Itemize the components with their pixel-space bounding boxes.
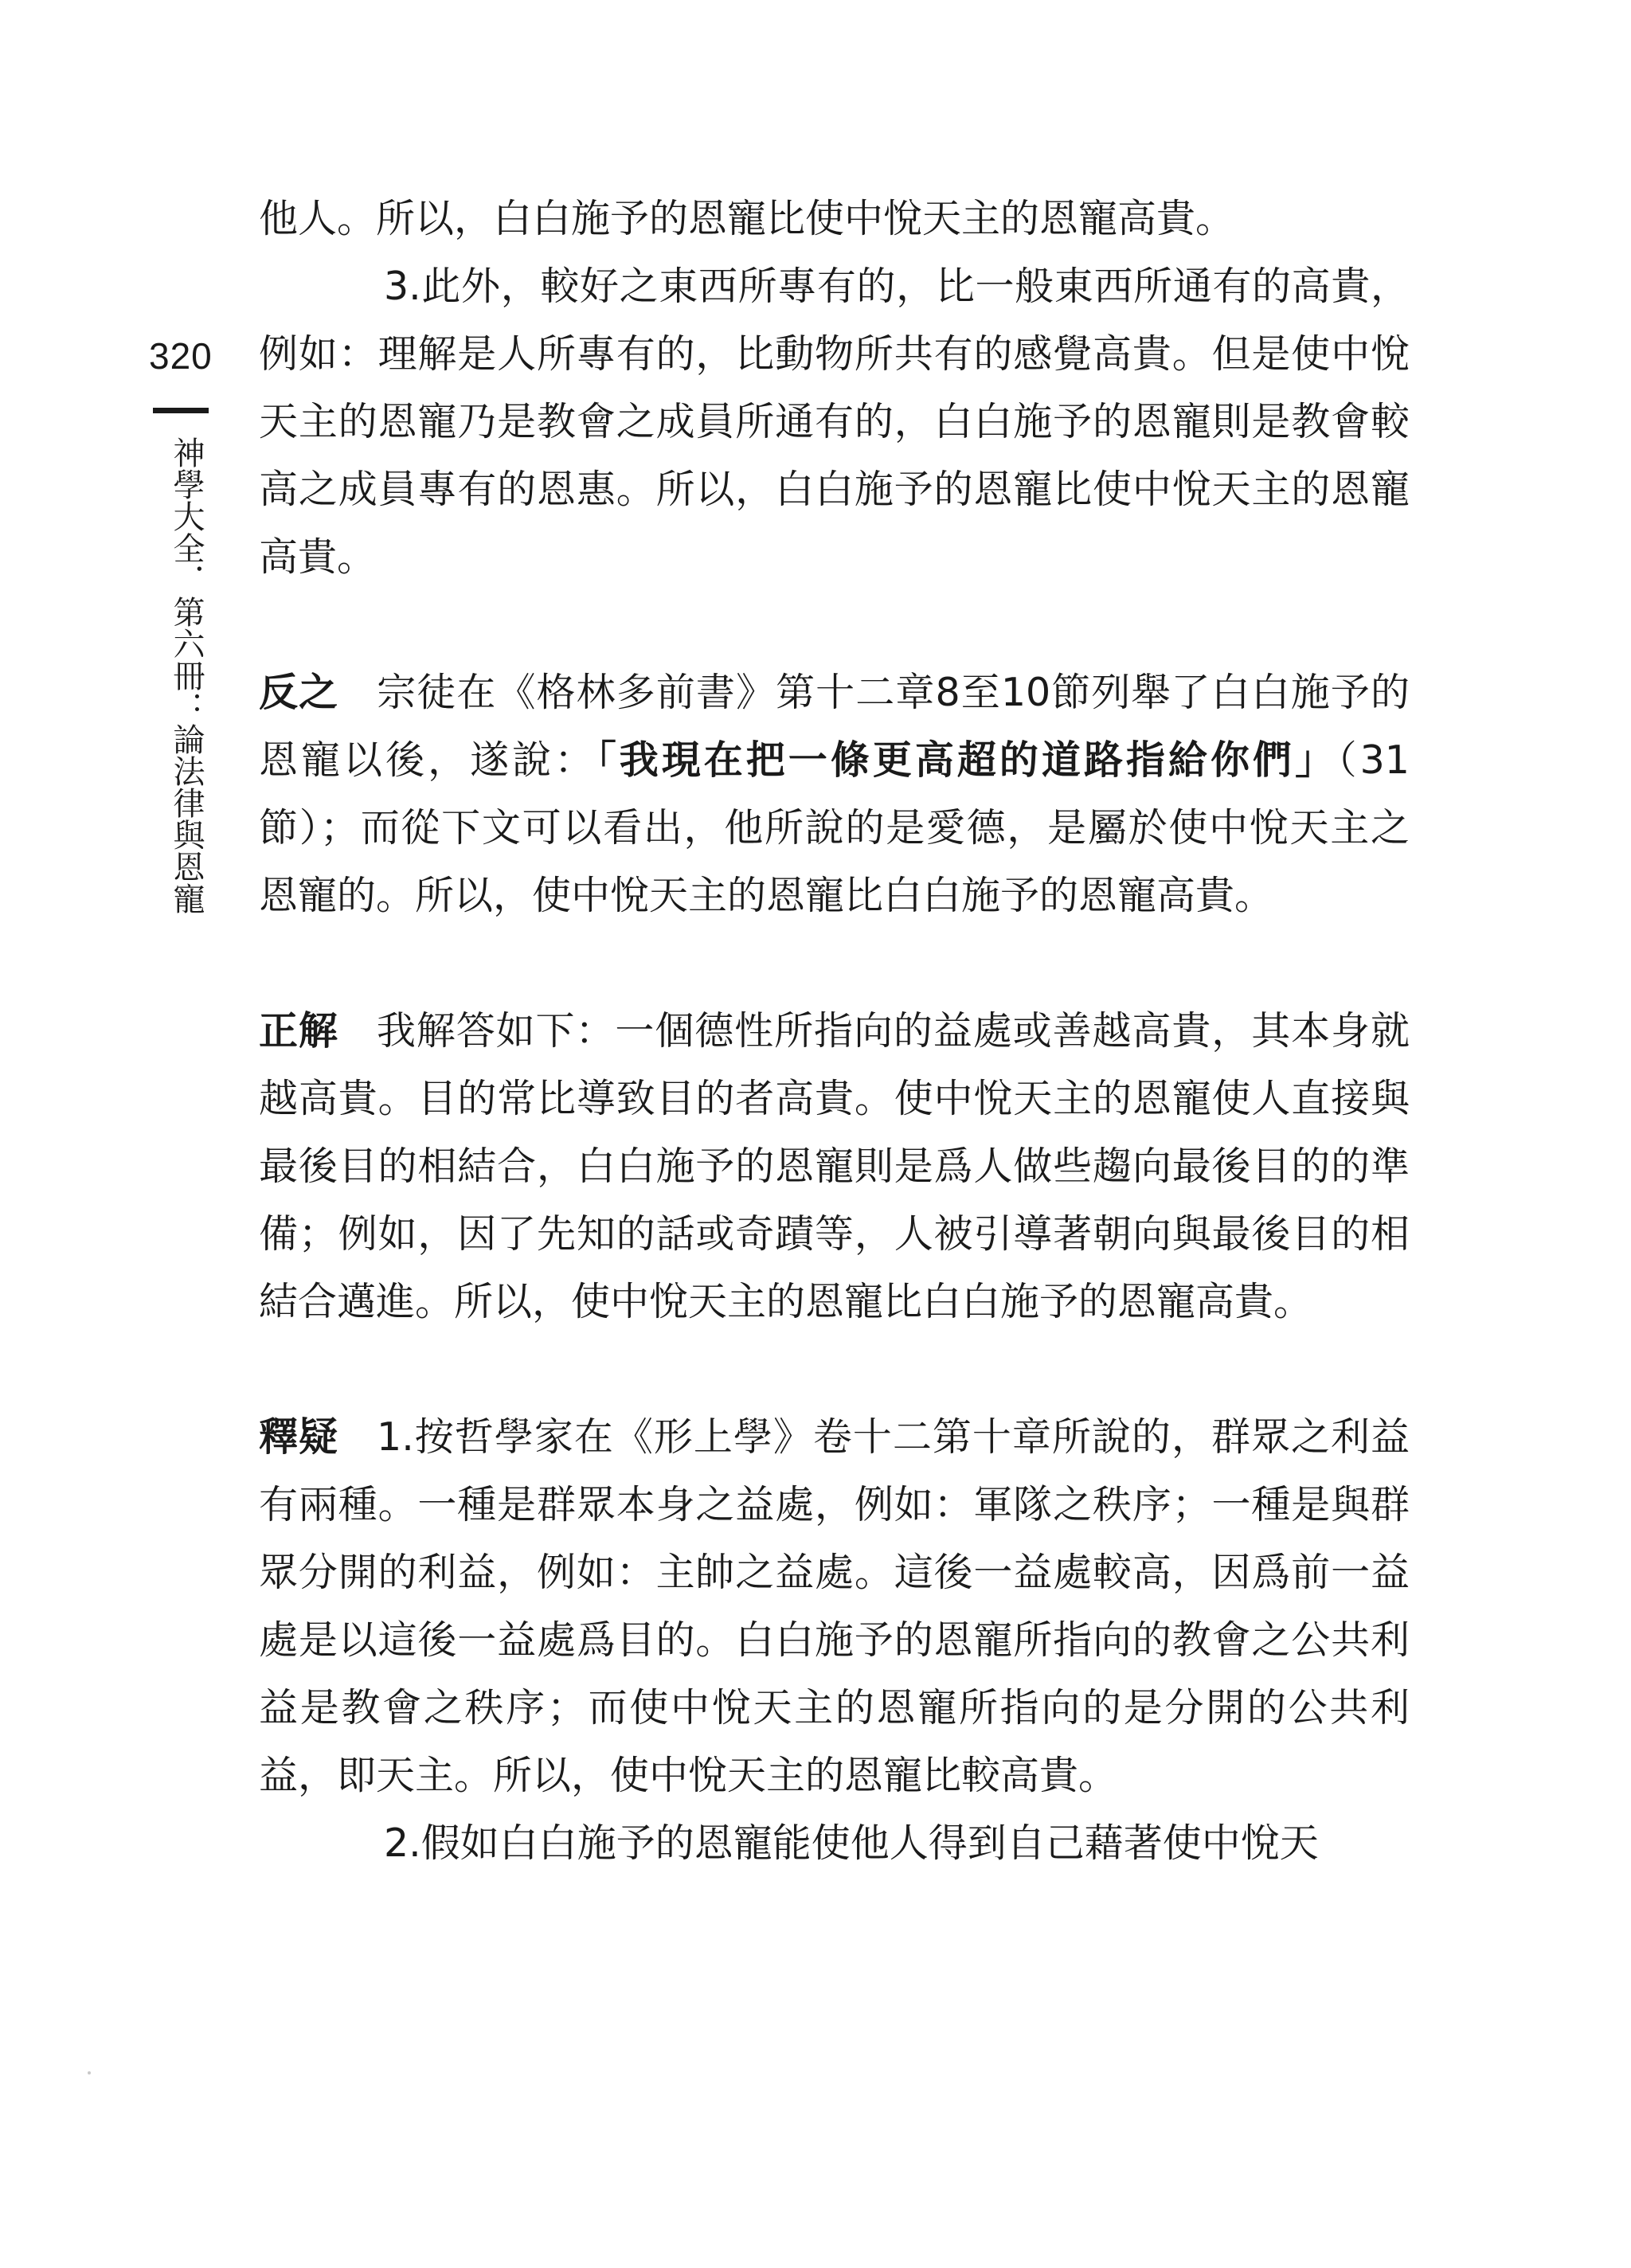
reply-1-paragraph	[259, 1403, 1410, 1809]
contra-paragraph	[259, 659, 1410, 929]
paragraph-continuation: 他人。所以，白白施予的恩寵比使中悅天主的恩寵高貴。	[259, 196, 1235, 241]
running-title: 神學大全．第六冊：論法律與恩寵	[168, 436, 205, 914]
reply-1-text: 1.按哲學家在《形上學》卷十二第十章所說的，群眾之利益有兩種。一種是群眾本身之益處，例如：軍隊之秩序；一種是與群眾分開的利益，例如：主帥之益處。這後一益處較高，因爲前一益處是以這後一益處爲目的。白白施予的恩寵所指向的教會之公共利益是教會之秩序；而使中悅天主的恩寵所指向的是分開的公共利益，即天主。所以，使中悅天主的恩寵比較高貴。	[259, 1414, 1410, 1798]
contra-quote: 「我現在把一條更高超的道路指給你們」	[596, 737, 1338, 783]
reply-2-paragraph: 2.假如白白施予的恩寵能使他人得到自己藉著使中悅天	[384, 1820, 1319, 1866]
answer-label: 正解	[259, 1008, 338, 1054]
answer-text: 我解答如下：一個德性所指向的益處或善越高貴，其本身就越高貴。目的常比導致目的者高貴。使中悅天主的恩寵使人直接與最後目的相結合，白白施予的恩寵則是爲人做些趨向最後目的的準備；例如，因了先知的話或奇蹟等，人被引導著朝向與最後目的相結合邁進。所以，使中悅天主的恩寵比白白施予的恩寵高貴。	[259, 1008, 1410, 1324]
replies-label: 釋疑	[259, 1414, 339, 1460]
body-text	[259, 185, 1410, 1877]
contra-text-after: （31節）；而從下文可以看出，他所說的是愛德，是屬於使中悅天主之恩寵的。所以，使中悅天主的恩寵比白白施予的恩寵高貴。	[259, 737, 1410, 918]
answer-paragraph	[259, 997, 1410, 1335]
objection-3-paragraph: 3.此外，較好之東西所專有的，比一般東西所通有的高貴，例如：理解是人所專有的，比動物所共有的感覺高貴。但是使中悅天主的恩寵乃是教會之成員所通有的，白白施予的恩寵則是教會較高之成員專有的恩惠。所以，白白施予的恩寵比使中悅天主的恩寵高貴。	[259, 264, 1410, 580]
side-divider	[153, 408, 209, 413]
scan-artifact	[88, 2071, 91, 2074]
contra-label: 反之	[259, 670, 339, 715]
page-number: 320	[149, 335, 213, 377]
contra-text: 宗徒在《格林多前書》第十二章8至10節列舉了白白施予的恩寵以後，遂說：	[259, 670, 1410, 783]
